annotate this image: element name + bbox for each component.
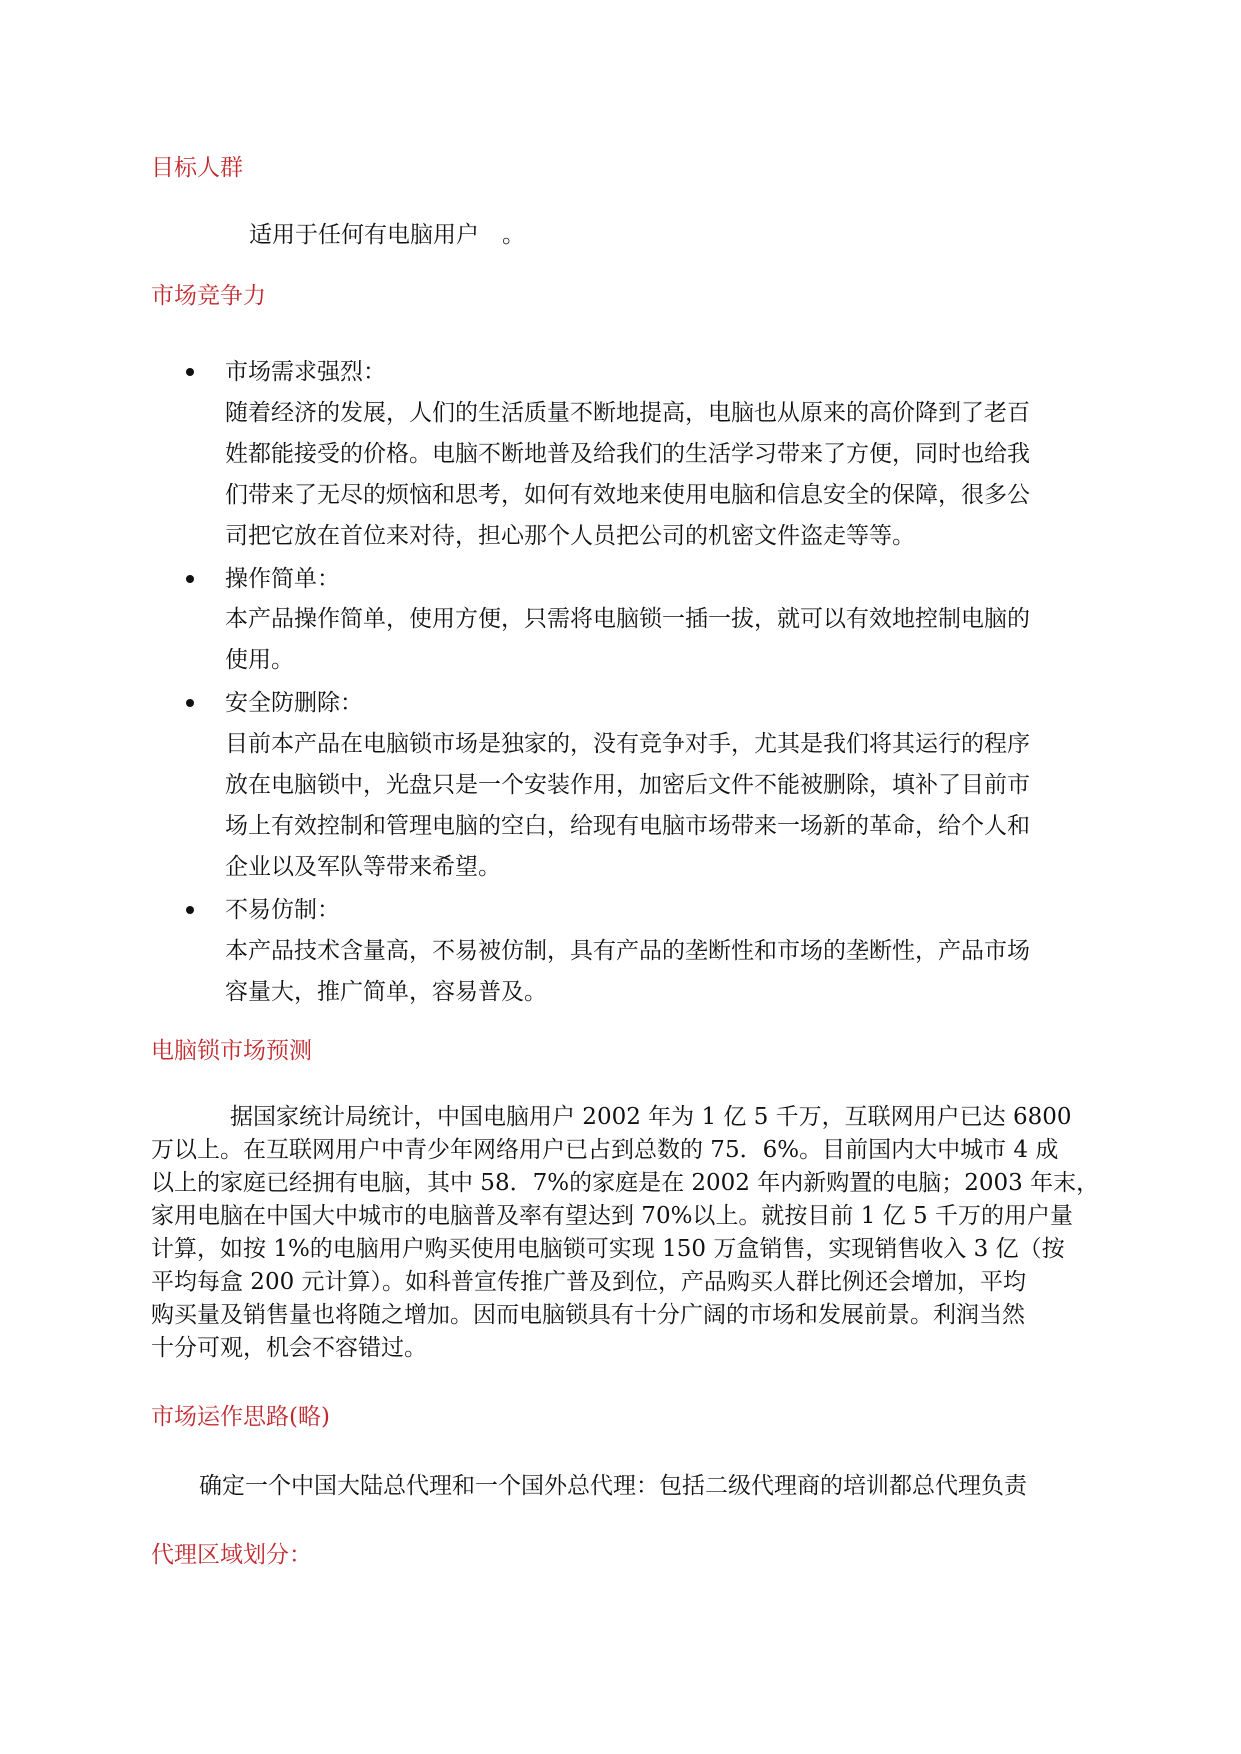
list-item-line: 姓都能接受的价格。电脑不断地普及给我们的生活学习带来了方便，同时也给我 — [225, 441, 1030, 467]
list-item-title: 操作简单： — [225, 566, 340, 592]
bullet-icon — [186, 575, 194, 583]
heading-market-forecast: 电脑锁市场预测 — [151, 1038, 312, 1064]
heading-target-audience: 目标人群 — [151, 155, 243, 181]
list-item-title: 安全防删除： — [225, 690, 363, 716]
paragraph-line: 购买量及销售量也将随之增加。因而电脑锁具有十分广阔的市场和发展前景。利润当然 — [151, 1302, 1025, 1328]
paragraph-line: 万以上。在互联网用户中青少年网络用户已占到总数的 75．6%。目前国内大中城市 4 成 — [151, 1137, 1059, 1163]
list-item-line: 容量大，推广简单，容易普及。 — [225, 979, 547, 1005]
list-item-line: 放在电脑锁中，光盘只是一个安装作用，加密后文件不能被删除，填补了目前市 — [225, 772, 1030, 798]
paragraph-line: 十分可观，机会不容错过。 — [151, 1335, 427, 1361]
list-item-line: 企业以及军队等带来希望。 — [225, 854, 501, 880]
market-operation-text: 确定一个中国大陆总代理和一个国外总代理：包括二级代理商的培训都总代理负责 — [199, 1473, 1027, 1499]
list-item-line: 本产品技术含量高，不易被仿制，具有产品的垄断性和市场的垄断性，产品市场 — [225, 938, 1030, 964]
list-item-title: 不易仿制： — [225, 897, 340, 923]
paragraph-line: 以上的家庭已经拥有电脑，其中 58．7%的家庭是在 2002 年内新购置的电脑；2003 年末， — [151, 1170, 1100, 1196]
heading-market-operation: 市场运作思路(略) — [151, 1404, 330, 1430]
list-item-line: 使用。 — [225, 647, 294, 673]
heading-market-competitiveness: 市场竞争力 — [151, 283, 266, 309]
heading-agency-regions: 代理区域划分： — [151, 1542, 312, 1568]
bullet-icon — [186, 368, 194, 376]
list-item-line: 本产品操作简单，使用方便，只需将电脑锁一插一拔，就可以有效地控制电脑的 — [225, 606, 1030, 632]
paragraph-line: 平均每盒 200 元计算）。如科普宣传推广普及到位，产品购买人群比例还会增加，平均 — [151, 1269, 1027, 1295]
bullet-icon — [186, 906, 194, 914]
list-item-title: 市场需求强烈： — [225, 359, 386, 385]
bullet-icon — [186, 699, 194, 707]
target-audience-text: 适用于任何有电脑用户 。 — [249, 222, 525, 248]
list-item-line: 场上有效控制和管理电脑的空白，给现有电脑市场带来一场新的革命，给个人和 — [225, 813, 1030, 839]
list-item-line: 目前本产品在电脑锁市场是独家的，没有竞争对手，尤其是我们将其运行的程序 — [225, 731, 1030, 757]
paragraph-line: 家用电脑在中国大中城市的电脑普及率有望达到 70%以上。就按目前 1 亿 5 千万的用户量 — [151, 1203, 1073, 1229]
paragraph-line: 据国家统计局统计，中国电脑用户 2002 年为 1 亿 5 千万，互联网用户已达 6800 — [230, 1104, 1072, 1130]
list-item-line: 随着经济的发展，人们的生活质量不断地提高，电脑也从原来的高价降到了老百 — [225, 400, 1030, 426]
list-item-line: 司把它放在首位来对待，担心那个人员把公司的机密文件盗走等等。 — [225, 523, 915, 549]
paragraph-line: 计算，如按 1%的电脑用户购买使用电脑锁可实现 150 万盒销售，实现销售收入 3 亿（按 — [151, 1236, 1065, 1262]
list-item-line: 们带来了无尽的烦恼和思考，如何有效地来使用电脑和信息安全的保障，很多公 — [225, 482, 1030, 508]
